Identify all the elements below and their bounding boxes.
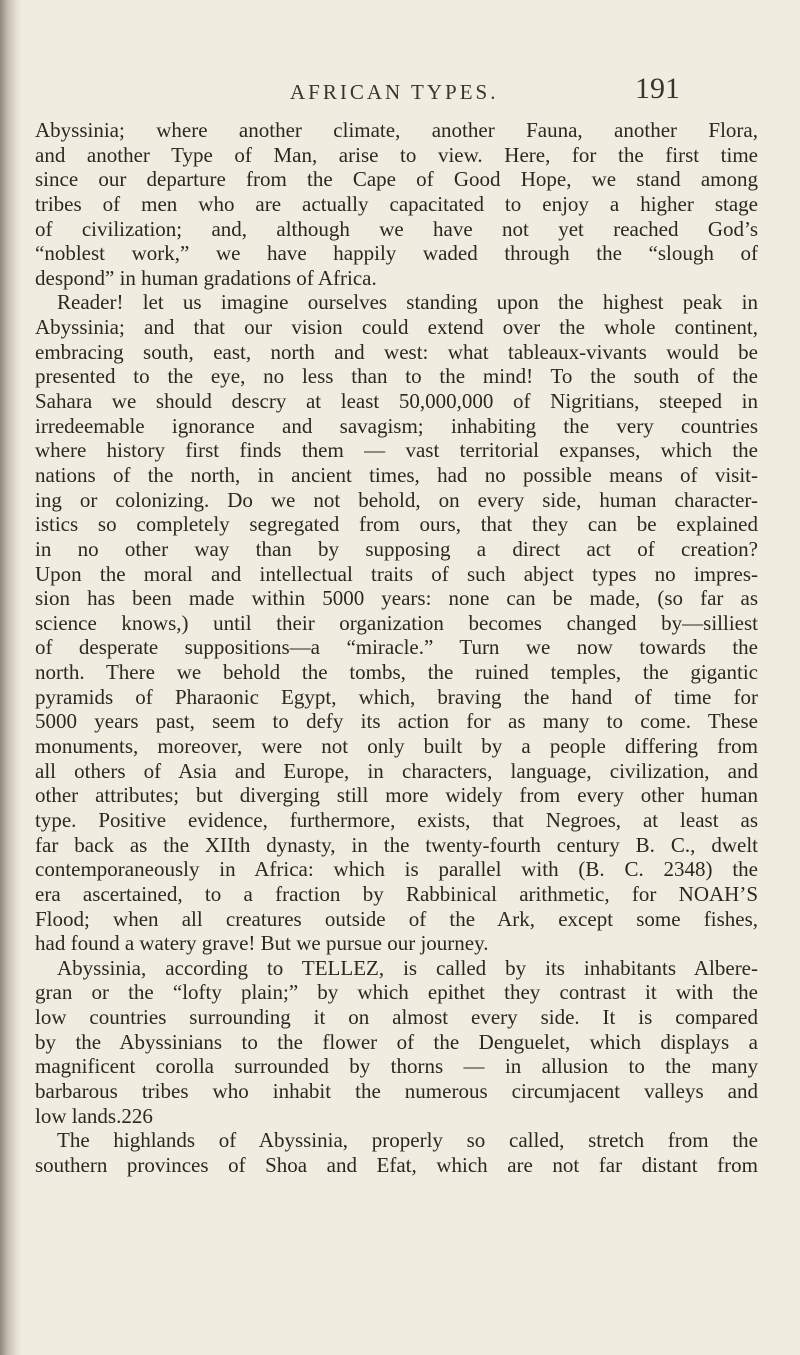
text-line: where history first finds them — vast territorial expanses, which the bbox=[35, 438, 758, 463]
text-line: north. There we behold the tombs, the ruined temples, the gigantic bbox=[35, 660, 758, 685]
text-line: science knows,) until their organization becomes changed by—silliest bbox=[35, 610, 758, 635]
text-line: far back as the XIIth dynasty, in the twenty-fourth century B. C., dwelt bbox=[35, 832, 758, 857]
text-line: Upon the moral and intellectual traits of such abject types no impres- bbox=[35, 561, 758, 586]
text-line: barbarous tribes who inhabit the numerous circumjacent valleys and bbox=[35, 1078, 758, 1103]
text-line: “noblest work,” we have happily waded through the “slough of bbox=[35, 241, 758, 266]
text-line: since our departure from the Cape of Good Hope, we stand among bbox=[35, 167, 758, 192]
text-line: of civilization; and, although we have not yet reached God’s bbox=[35, 216, 758, 241]
text-line: ing or colonizing. Do we not behold, on every side, human character- bbox=[35, 487, 758, 512]
text-line: had found a watery grave! But we pursue our journey. bbox=[35, 931, 489, 956]
text-line: and another Type of Man, arise to view. Here, for the first time bbox=[35, 142, 758, 167]
text-line: nations of the north, in ancient times, had no possible means of visit- bbox=[35, 462, 758, 487]
text-line: other attributes; but diverging still more widely from every other human bbox=[35, 783, 758, 808]
text-line: Abyssinia; where another climate, another Fauna, another Flora, bbox=[35, 118, 758, 142]
text-line: 5000 years past, seem to defy its action for as many to come. These bbox=[35, 709, 758, 734]
text-line: tribes of men who are actually capacitated to enjoy a higher stage bbox=[35, 191, 758, 216]
text-line: sion has been made within 5000 years: none can be made, (so far as bbox=[35, 586, 758, 611]
text-line: presented to the eye, no less than to the mind! To the south of the bbox=[35, 364, 758, 389]
text-line: magnificent corolla surrounded by thorns — in allusion to the many bbox=[35, 1054, 758, 1079]
text-line: low lands.226 bbox=[35, 1103, 153, 1128]
text-line: Abyssinia; and that our vision could extend over the whole continent, bbox=[35, 315, 758, 340]
text-line: of desperate suppositions—a “miracle.” Turn we now towards the bbox=[35, 635, 758, 660]
page-binding-shadow bbox=[0, 0, 22, 1355]
page-number: 191 bbox=[635, 72, 680, 105]
text-line: Sahara we should descry at least 50,000,000 of Nigritians, steeped in bbox=[35, 389, 758, 414]
text-line: all others of Asia and Europe, in characters, language, civilization, and bbox=[35, 758, 758, 783]
text-line: era ascertained, to a fraction by Rabbinical arithmetic, for NOAH’S bbox=[35, 881, 758, 906]
text-line: southern provinces of Shoa and Efat, which are not far distant from bbox=[35, 1152, 758, 1177]
text-line: pyramids of Pharaonic Egypt, which, braving the hand of time for bbox=[35, 684, 758, 709]
text-line: type. Positive evidence, furthermore, exists, that Negroes, at least as bbox=[35, 807, 758, 832]
text-line: low countries surrounding it on almost every side. It is compared bbox=[35, 1005, 758, 1030]
text-line: monuments, moreover, were not only built by a people differing from bbox=[35, 734, 758, 759]
text-line: irredeemable ignorance and savagism; inhabiting the very countries bbox=[35, 413, 758, 438]
text-line: istics so completely segregated from ours, that they can be explained bbox=[35, 512, 758, 537]
text-line: in no other way than by supposing a direct act of creation? bbox=[35, 536, 758, 561]
text-line: Flood; when all creatures outside of the Ark, except some fishes, bbox=[35, 906, 758, 931]
text-line: despond” in human gradations of Africa. bbox=[35, 265, 377, 290]
text-line: The highlands of Abyssinia, properly so called, stretch from the bbox=[57, 1128, 758, 1153]
body-text bbox=[35, 118, 758, 1178]
text-line: contemporaneously in Africa: which is parallel with (B. C. 2348) the bbox=[35, 857, 758, 882]
text-line: Abyssinia, according to TELLEZ, is called by its inhabitants Albere- bbox=[57, 955, 758, 980]
text-line: embracing south, east, north and west: what tableaux-vivants would be bbox=[35, 339, 758, 364]
text-line: Reader! let us imagine ourselves standing upon the highest peak in bbox=[57, 290, 758, 315]
text-line: gran or the “lofty plain;” by which epithet they contrast it with the bbox=[35, 980, 758, 1005]
text-line: by the Abyssinians to the flower of the Denguelet, which displays a bbox=[35, 1029, 758, 1054]
running-title: AFRICAN TYPES. bbox=[290, 80, 499, 104]
